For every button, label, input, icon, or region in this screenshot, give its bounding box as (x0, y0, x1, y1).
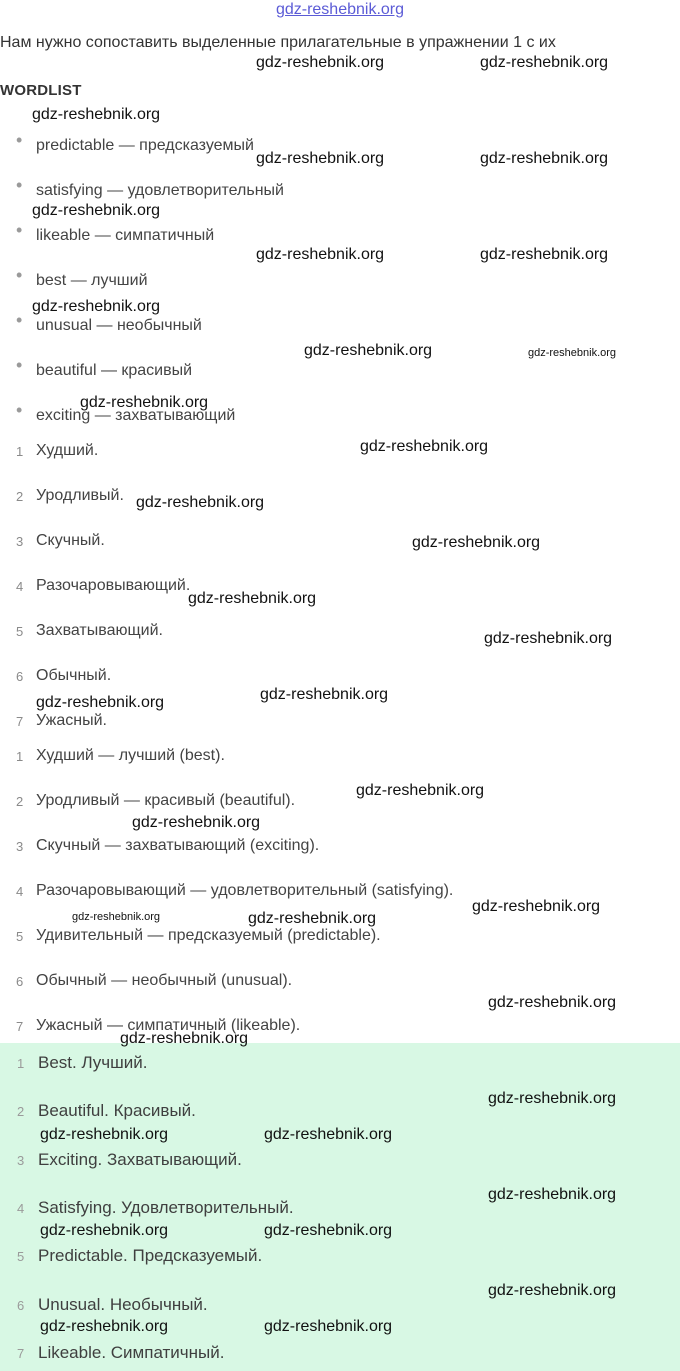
watermark: gdz-reshebnik.org (40, 1318, 169, 1335)
watermark: gdz-reshebnik.org (488, 1090, 617, 1107)
watermark: gdz-reshebnik.org (32, 298, 161, 315)
watermark: gdz-reshebnik.org (480, 54, 609, 71)
bullet-icon: • (16, 400, 23, 420)
bullet-icon: • (16, 265, 23, 285)
watermark: gdz-reshebnik.org (480, 150, 609, 167)
watermark: gdz-reshebnik.org (264, 1126, 393, 1143)
watermark: gdz-reshebnik.org (488, 1282, 617, 1299)
watermark: gdz-reshebnik.org (136, 494, 265, 511)
watermark: gdz-reshebnik.org (256, 246, 385, 263)
bullet-icon: • (16, 355, 23, 375)
watermark: gdz-reshebnik.org (256, 54, 385, 71)
watermark: gdz-reshebnik.org (264, 1222, 393, 1239)
intro-text: Нам нужно сопоставить выделенные прилагательные в упражнении 1 с их (0, 34, 556, 51)
watermark: gdz-reshebnik.org (40, 1126, 169, 1143)
bullet-icon: • (16, 220, 23, 240)
watermark: gdz-reshebnik.org (356, 782, 485, 799)
watermark: gdz-reshebnik.org (528, 347, 617, 359)
watermark: gdz-reshebnik.org (488, 994, 617, 1011)
watermark: gdz-reshebnik.org (188, 590, 317, 607)
watermark: gdz-reshebnik.org (40, 1222, 169, 1239)
watermark: gdz-reshebnik.org (412, 534, 541, 551)
watermark: gdz-reshebnik.org (120, 1030, 249, 1047)
watermark: gdz-reshebnik.org (32, 202, 161, 219)
watermark: gdz-reshebnik.org (80, 394, 209, 411)
watermark: gdz-reshebnik.org (72, 911, 161, 923)
watermark: gdz-reshebnik.org (472, 898, 601, 915)
site-header-link[interactable]: gdz-reshebnik.org (275, 1, 405, 18)
watermark: gdz-reshebnik.org (36, 694, 165, 711)
watermark: gdz-reshebnik.org (260, 686, 389, 703)
watermark: gdz-reshebnik.org (484, 630, 613, 647)
watermark: gdz-reshebnik.org (360, 438, 489, 455)
watermark: gdz-reshebnik.org (256, 150, 385, 167)
watermark: gdz-reshebnik.org (248, 910, 377, 927)
bullet-icon: • (16, 310, 23, 330)
wordlist-heading: WORDLIST (0, 82, 82, 99)
watermark: gdz-reshebnik.org (264, 1318, 393, 1335)
watermark: gdz-reshebnik.org (304, 342, 433, 359)
watermark: gdz-reshebnik.org (488, 1186, 617, 1203)
bullet-icon: • (16, 175, 23, 195)
watermark: gdz-reshebnik.org (32, 106, 161, 123)
watermark: gdz-reshebnik.org (480, 246, 609, 263)
bullet-icon: • (16, 130, 23, 150)
watermark: gdz-reshebnik.org (132, 814, 261, 831)
